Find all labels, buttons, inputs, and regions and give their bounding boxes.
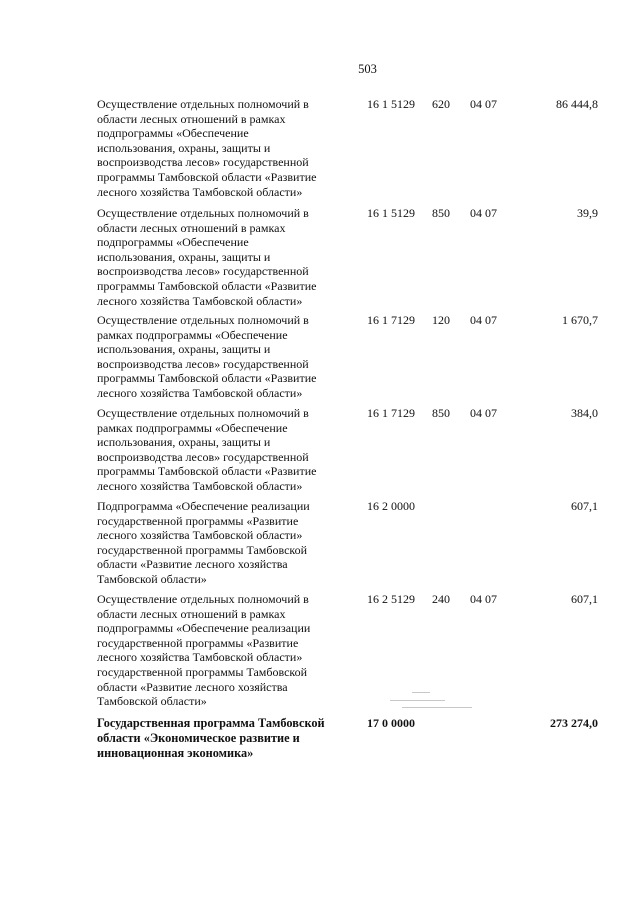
row-description: Подпрограмма «Обеспечение реализации государственной программы «Развитие лесного хозяйства Тамбовской области» государственной программы Тамбовской области «Развитие лесного хозяйства Тамбовской области» [97, 499, 310, 586]
row-amount: 86 444,8 [556, 97, 598, 111]
row-description: Осуществление отдельных полномочий в области лесных отношений в рамках подпрограммы «Обеспечение использования, охраны, защиты и воспроизводства лесов» государственной программы Тамбовской области «Развитие лесного хозяйства Тамбовской области» [97, 206, 317, 308]
row-amount: 273 274,0 [550, 716, 598, 730]
row-expense-type: 850 [432, 406, 450, 420]
row-target-code: 16 1 7129 [367, 313, 415, 327]
row-target-code: 17 0 0000 [367, 716, 415, 730]
row-target-code: 16 1 5129 [367, 97, 415, 111]
row-expense-type: 120 [432, 313, 450, 327]
row-expense-type: 240 [432, 592, 450, 606]
row-target-code: 16 2 0000 [367, 499, 415, 513]
row-section: 04 07 [470, 406, 497, 420]
row-section: 04 07 [470, 97, 497, 111]
row-expense-type: 850 [432, 206, 450, 220]
row-amount: 607,1 [571, 592, 598, 606]
row-section: 04 07 [470, 592, 497, 606]
row-amount: 39,9 [577, 206, 598, 220]
row-description: Государственная программа Тамбовской области «Экономическое развитие и инновационная экономика» [97, 716, 325, 760]
row-description: Осуществление отдельных полномочий в рамках подпрограммы «Обеспечение использования, охраны, защиты и воспроизводства лесов» государственной программы Тамбовской области «Развитие лесного хозяйства Тамбовской области» [97, 313, 317, 400]
row-target-code: 16 1 7129 [367, 406, 415, 420]
page-number: 503 [358, 62, 377, 76]
row-amount: 384,0 [571, 406, 598, 420]
row-amount: 1 670,7 [562, 313, 598, 327]
row-section: 04 07 [470, 313, 497, 327]
row-target-code: 16 1 5129 [367, 206, 415, 220]
row-amount: 607,1 [571, 499, 598, 513]
row-description: Осуществление отдельных полномочий в рамках подпрограммы «Обеспечение использования, охраны, защиты и воспроизводства лесов» государственной программы Тамбовской области «Развитие лесного хозяйства Тамбовской области» [97, 406, 317, 493]
faint-stamp-marks [382, 690, 477, 720]
row-expense-type: 620 [432, 97, 450, 111]
row-target-code: 16 2 5129 [367, 592, 415, 606]
row-description: Осуществление отдельных полномочий в области лесных отношений в рамках подпрограммы «Обеспечение использования, охраны, защиты и воспроизводства лесов» государственной программы Тамбовской области «Развитие лесного хозяйства Тамбовской области» [97, 97, 317, 199]
row-description: Осуществление отдельных полномочий в области лесных отношений в рамках подпрограммы «Обеспечение реализации государственной программы «Развитие лесного хозяйства Тамбовской области» государственной программы Тамбовской области «Развитие лесного хозяйства Тамбовской области» [97, 592, 311, 709]
row-section: 04 07 [470, 206, 497, 220]
